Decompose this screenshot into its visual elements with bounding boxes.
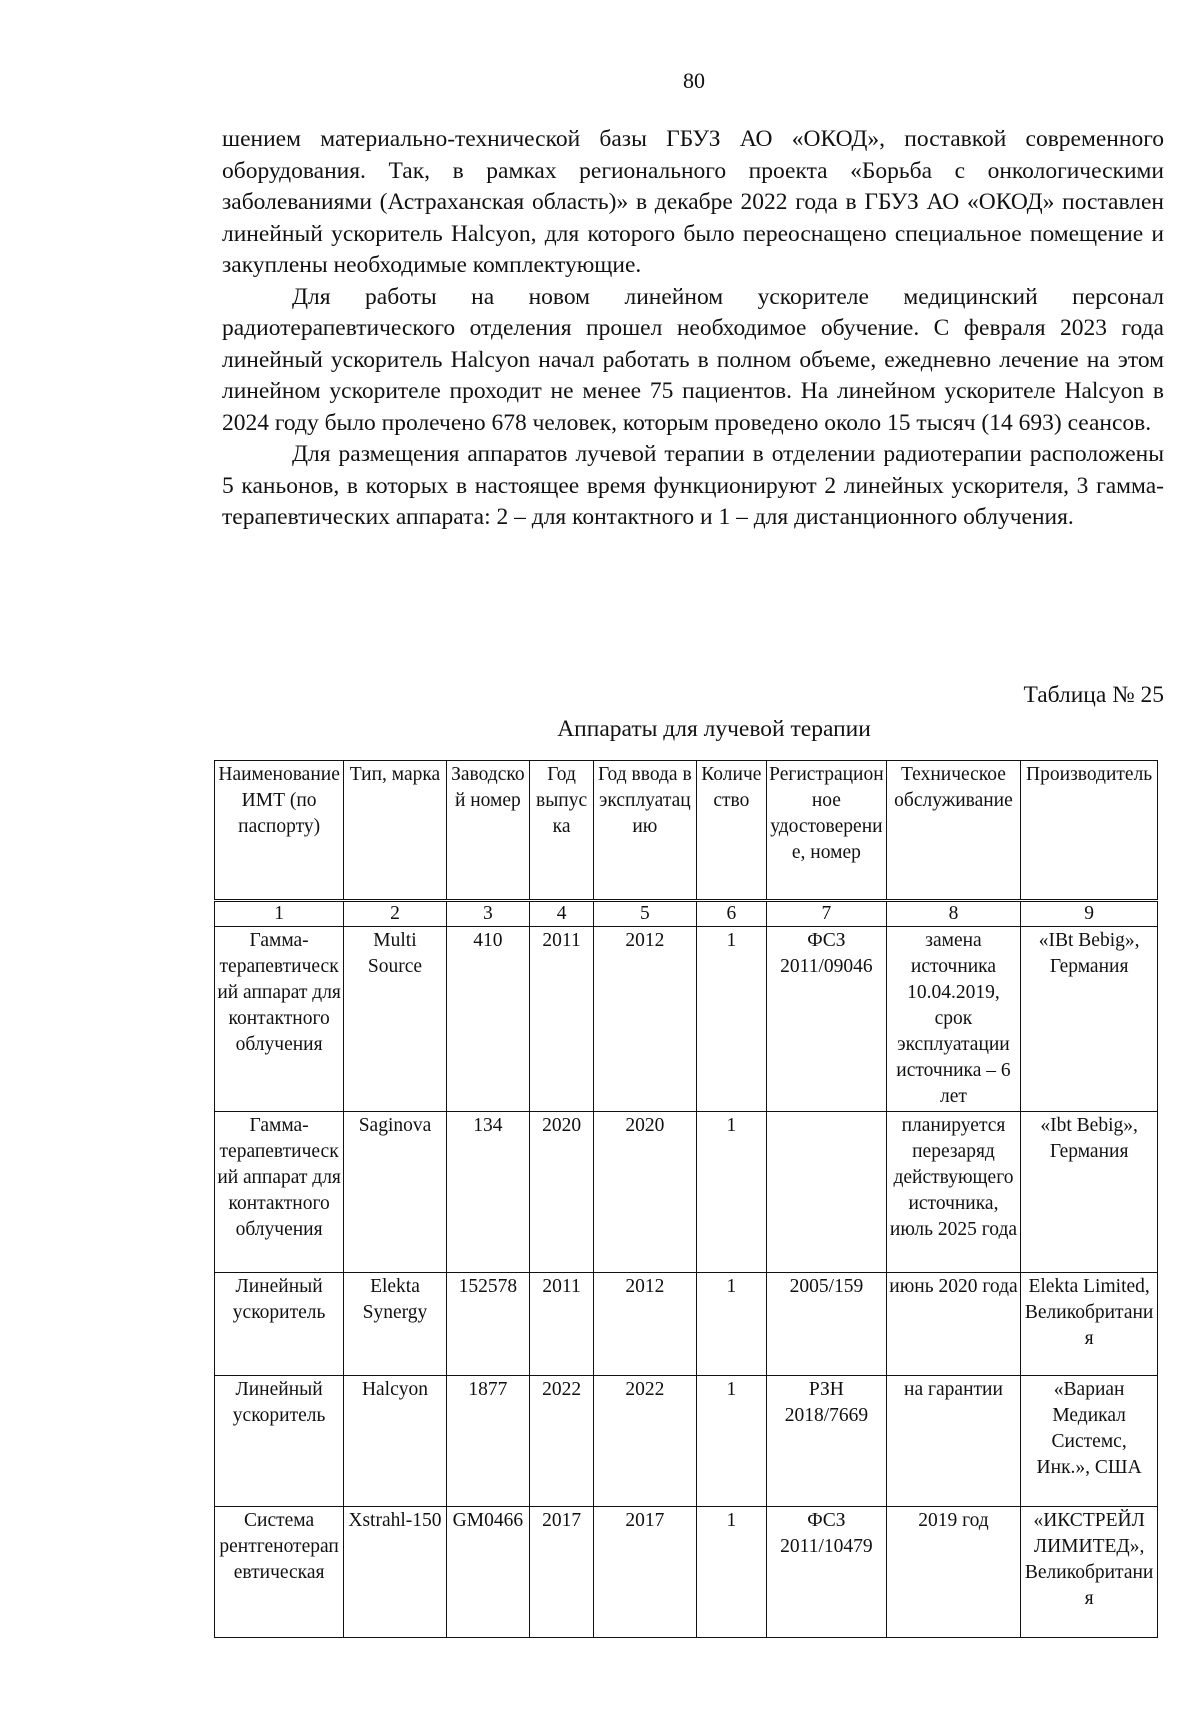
table-cell: 1 [696,927,766,1112]
table-cell: 2005/159 [767,1273,887,1376]
column-number: 1 [215,901,344,927]
table-cell: «Вариан Медикал Системс, Инк.», США [1021,1376,1158,1507]
table-cell: июнь 2020 года [886,1273,1021,1376]
table-cell: Elekta Synergy [344,1273,447,1376]
table-cell: Multi Source [344,927,447,1112]
table-cell: Saginova [344,1112,447,1273]
table-cell: 2012 [594,927,697,1112]
column-number: 2 [344,901,447,927]
table-row [215,1507,1158,1638]
table-cell: замена источника 10.04.2019, срок эксплуатации источника – 6 лет [886,927,1021,1112]
table-header-cell: Регистрационное удостоверение, номер [767,761,887,901]
paragraph: шением материально-технической базы ГБУЗ АО «ОКОД», поставкой современного оборудования. Так, в рамках регионального проекта «Борьба с онкологическими заболеваниями (Астраханская область)» в декабре 2022 года в ГБУЗ АО «ОКОД» поставлен линейный ускоритель Halcyon, для которого было переоснащено специальное помещение и закуплены необходимые комплектующие. [222,126,1164,278]
table-row [215,1376,1158,1507]
table-cell: Xstrahl-150 [344,1507,447,1638]
table-cell: 2017 [594,1507,697,1638]
body-text [222,124,1164,534]
table-cell: Линейный ускоритель [215,1376,344,1507]
table-cell: «Ibt Bebig», Германия [1021,1112,1158,1273]
table-header-cell: Количество [696,761,766,901]
table-cell: 1877 [446,1376,529,1507]
table-cell: Halcyon [344,1376,447,1507]
table-cell: 152578 [446,1273,529,1376]
column-number: 9 [1021,901,1158,927]
column-number: 7 [767,901,887,927]
table-cell: 2022 [530,1376,594,1507]
table-cell: 2020 [594,1112,697,1273]
page-number: 80 [683,68,705,93]
table-title: Аппараты для лучевой терапии [557,716,871,742]
column-number: 5 [594,901,697,927]
table-header-cell: Тип, марка [344,761,447,901]
table-row [215,927,1158,1112]
table-header-row [215,761,1158,901]
apparatus-table [214,760,1158,1638]
table-cell: 2022 [594,1376,697,1507]
column-number: 8 [886,901,1021,927]
table-cell: 2011 [530,1273,594,1376]
table-header-cell: Наименование ИМТ (по паспорту) [215,761,344,901]
table-header-cell: Производитель [1021,761,1158,901]
table-caption-number: Таблица № 25 [1023,682,1164,708]
column-number-row [215,901,1158,927]
table-cell: Гамма-терапевтический аппарат для контактного облучения [215,927,344,1112]
table-cell: РЗН 2018/7669 [767,1376,887,1507]
table-cell: 1 [696,1507,766,1638]
table-cell: 2017 [530,1507,594,1638]
table-cell: Elekta Limited, Великобритания [1021,1273,1158,1376]
table-cell: 2012 [594,1273,697,1376]
table-row [215,1273,1158,1376]
table-cell: Линейный ускоритель [215,1273,344,1376]
paragraph: Для размещения аппаратов лучевой терапии в отделении радиотерапии расположены 5 каньонов, в которых в настоящее время функционируют 2 линейных ускорителя, 3 гамма-терапевтических аппарата: 2 – для контактного и 1 – для дистанционного облучения. [222,441,1164,530]
table-cell: 1 [696,1273,766,1376]
table-cell: «ИКСТРЕЙЛ ЛИМИТЕД», Великобритания [1021,1507,1158,1638]
table-cell: 1 [696,1112,766,1273]
table-cell: на гарантии [886,1376,1021,1507]
table-cell: Гамма-терапевтический аппарат для контактного облучения [215,1112,344,1273]
table-cell: 2020 [530,1112,594,1273]
paragraph: Для работы на новом линейном ускорителе медицинский персонал радиотерапевтического отделения прошел необходимое обучение. С февраля 2023 года линейный ускоритель Halcyon начал работать в полном объеме, ежедневно лечение на этом линейном ускорителе проходит не менее 75 пациентов. На линейном ускорителе Halcyon в 2024 году было пролечено 678 человек, которым проведено около 15 тысяч (14 693) сеансов. [222,283,1164,436]
column-number: 4 [530,901,594,927]
column-number: 3 [446,901,529,927]
table-cell: GM0466 [446,1507,529,1638]
table-cell: ФСЗ 2011/10479 [767,1507,887,1638]
table-cell: «IBt Bebig», Германия [1021,927,1158,1112]
table-cell: 1 [696,1376,766,1507]
table-cell [767,1112,887,1273]
table-cell: 410 [446,927,529,1112]
table-row [215,1112,1158,1273]
table-cell: 2011 [530,927,594,1112]
table-header-cell: Год выпуска [530,761,594,901]
table-cell: планируется перезаряд действующего источника, июль 2025 года [886,1112,1021,1273]
table-header-cell: Год ввода в эксплуатацию [594,761,697,901]
table-cell: Система рентгенотерапевтическая [215,1507,344,1638]
table-cell: 134 [446,1112,529,1273]
table-header-cell: Техническое обслуживание [886,761,1021,901]
column-number: 6 [696,901,766,927]
table-header-cell: Заводской номер [446,761,529,901]
table-cell: ФСЗ 2011/09046 [767,927,887,1112]
table-cell: 2019 год [886,1507,1021,1638]
